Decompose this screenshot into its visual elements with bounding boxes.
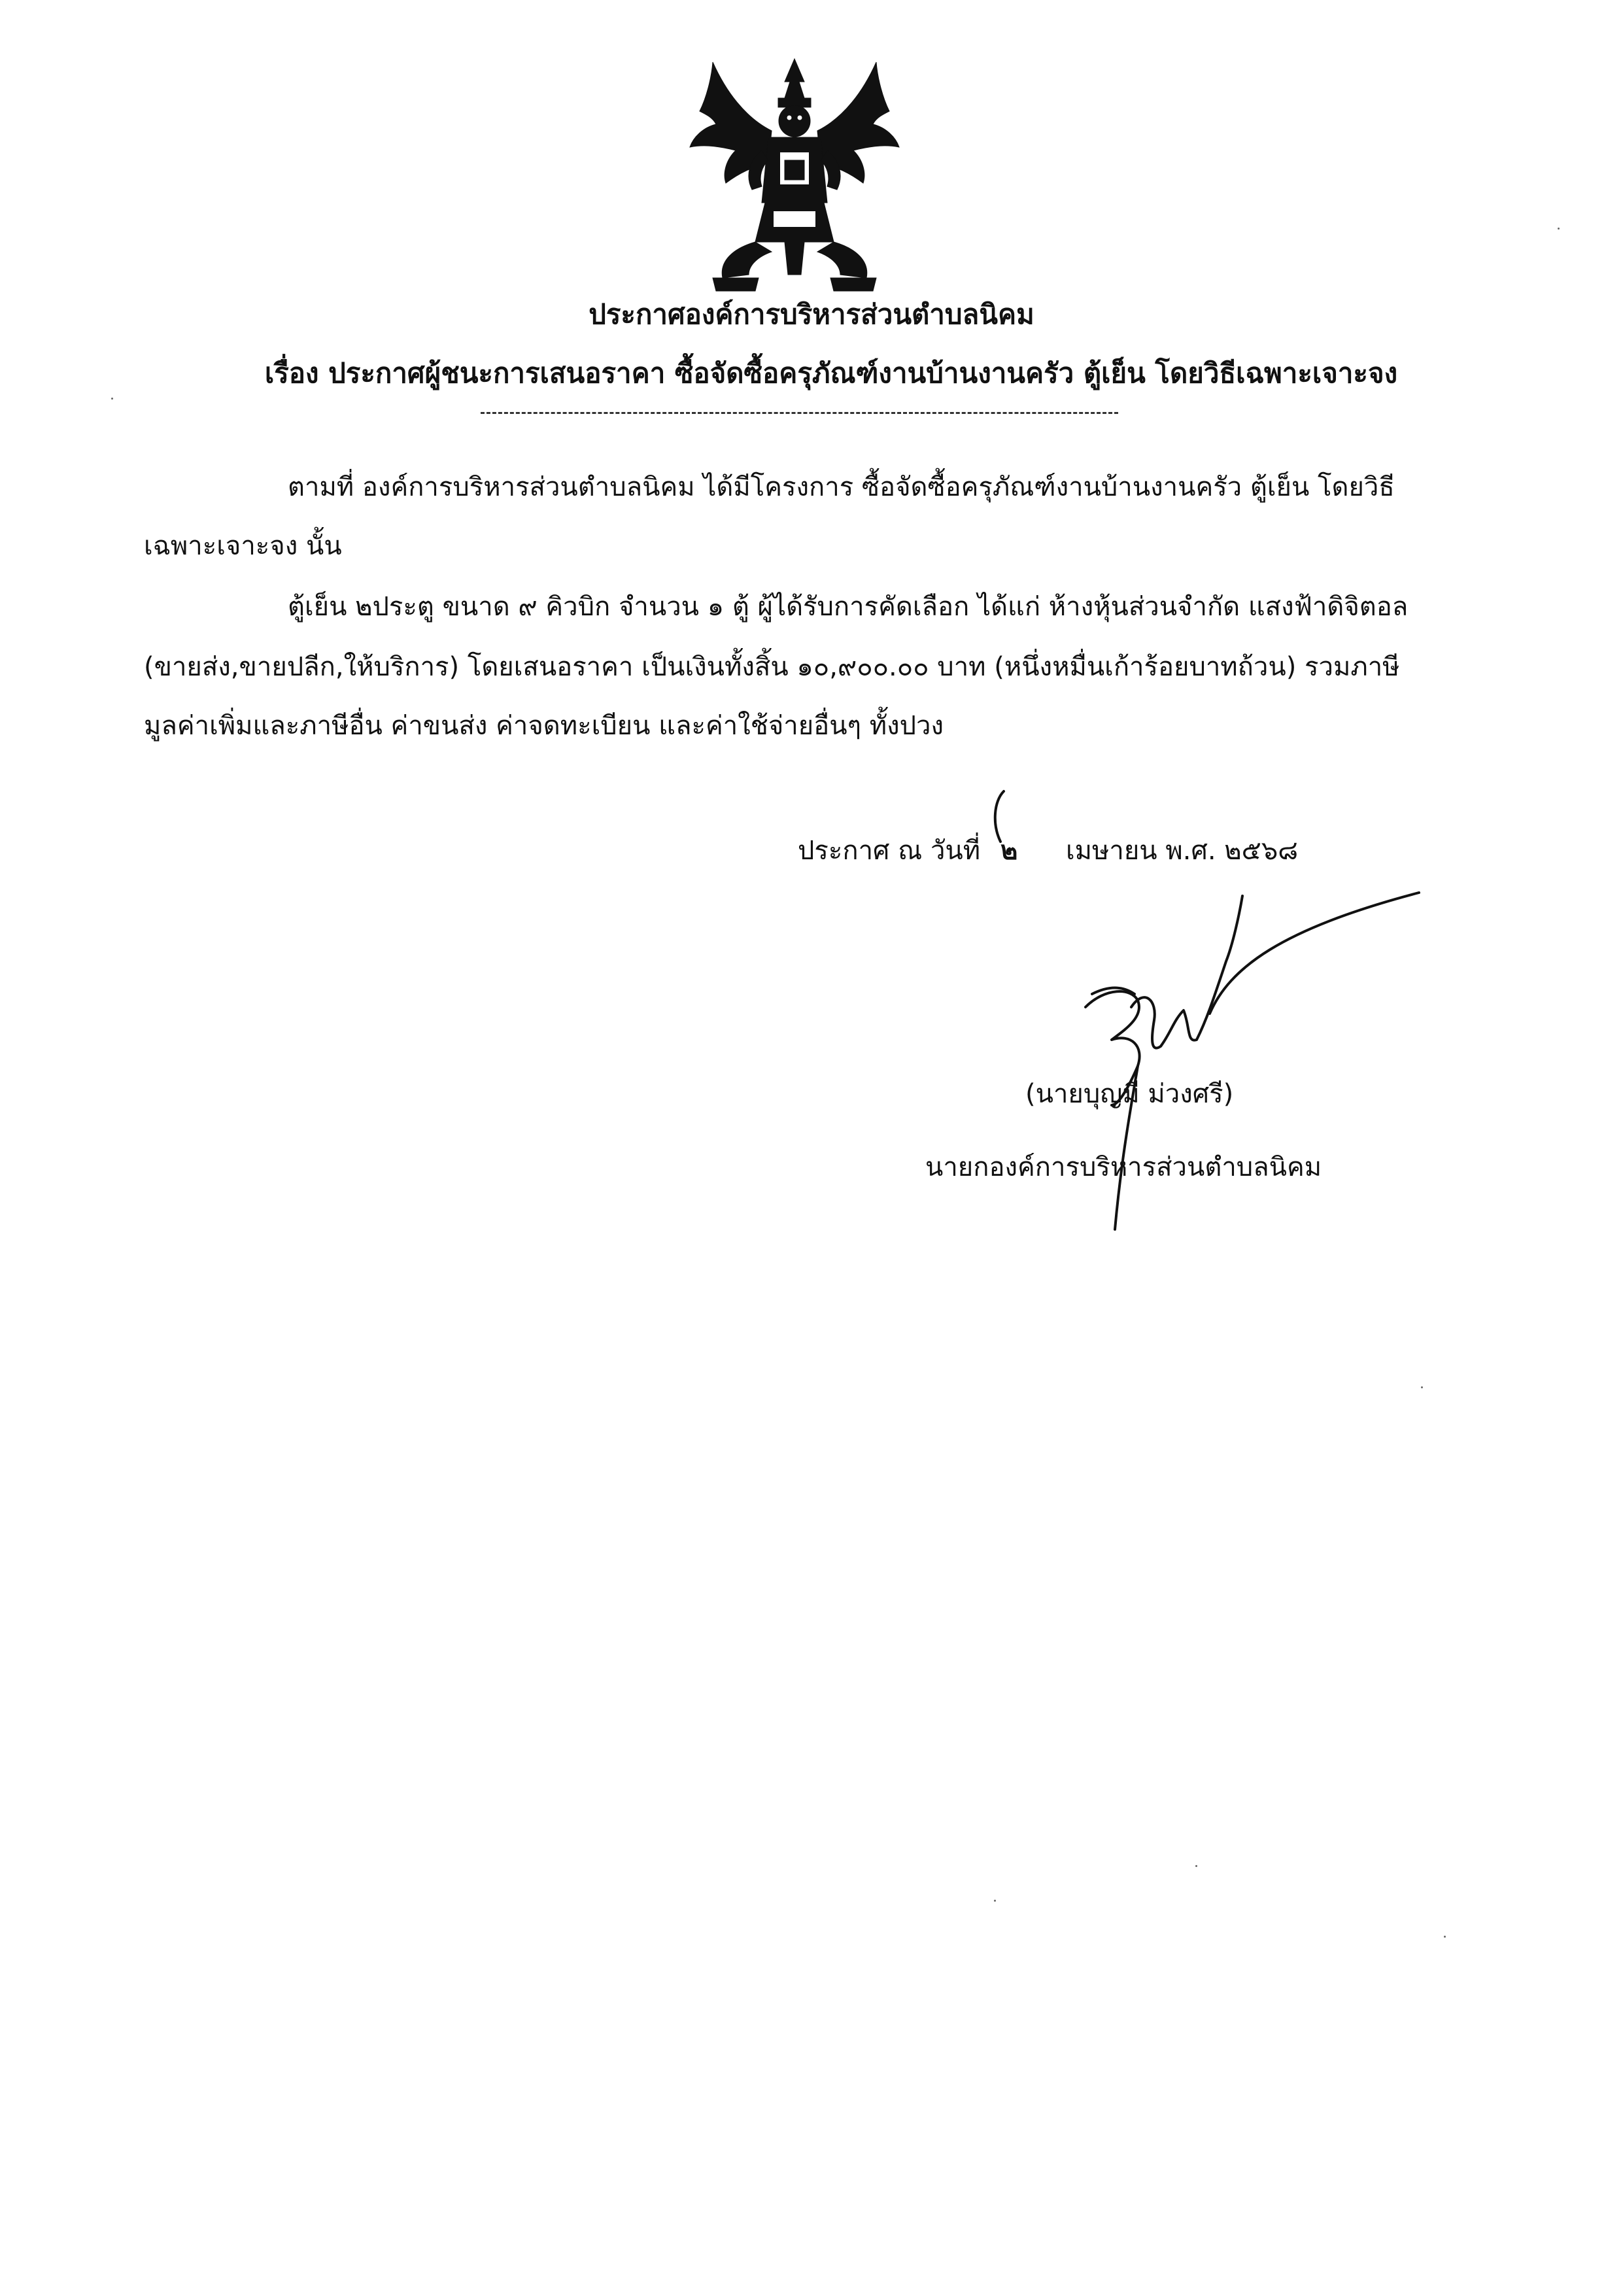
scan-speck [1195, 1865, 1197, 1867]
announcement-subject: เรื่อง ประกาศผู้ชนะการเสนอราคา ซื้อจัดซื้อครุภัณฑ์งานบ้านงานครัว ตู้เย็น โดยวิธีเฉพาะเจาะจง [264, 357, 1398, 389]
signer-name: (นายบุญมี ม่วงศรี) [1025, 1079, 1234, 1109]
body-para1-line1: ตามที่ องค์การบริหารส่วนตำบลนิคม ได้มีโครงการ ซื้อจัดซื้อครุภัณฑ์งานบ้านงานครัว ตู้เย็น โดยวิธี [288, 472, 1395, 502]
scan-speck [1421, 1386, 1423, 1388]
body-para2-line2: (ขายส่ง,ขายปลีก,ให้บริการ) โดยเสนอราคา เป็นเงินทั้งสิ้น ๑๐,๙๐๐.๐๐ บาท (หนึ่งหมื่นเก้าร้อยบาทถ้วน) รวมภาษี [144, 652, 1400, 682]
body-para2-line1: ตู้เย็น ๒ประตู ขนาด ๙ คิวบิก จำนวน ๑ ตู้ ผู้ได้รับการคัดเลือก ได้แก่ ห้างหุ้นส่วนจำกัด แสงฟ้าดิจิตอล [288, 592, 1409, 622]
handwritten-date-mark [984, 788, 1043, 847]
body-para2-line3: มูลค่าเพิ่มและภาษีอื่น ค่าขนส่ง ค่าจดทะเบียน และค่าใช้จ่ายอื่นๆ ทั้งปวง [144, 711, 944, 741]
scan-speck [111, 398, 113, 400]
signer-position: นายกองค์การบริหารส่วนตำบลนิคม [925, 1152, 1322, 1182]
title-separator [481, 412, 1118, 414]
scan-speck [1558, 228, 1560, 230]
announcement-date-prefix: ประกาศ ณ วันที่ [798, 836, 981, 866]
announcement-date-month-year: เมษายน พ.ศ. ๒๕๖๘ [1066, 836, 1299, 866]
garuda-emblem-icon [687, 52, 902, 294]
scan-speck [994, 1900, 996, 1902]
handwritten-signature [1053, 889, 1432, 1249]
body-para1-line2: เฉพาะเจาะจง นั้น [144, 531, 342, 561]
announcement-org-title: ประกาศองค์การบริหารส่วนตำบลนิคม [589, 298, 1034, 330]
scan-speck [1444, 1936, 1446, 1938]
announcement-date-day: ๒ [1000, 836, 1018, 866]
